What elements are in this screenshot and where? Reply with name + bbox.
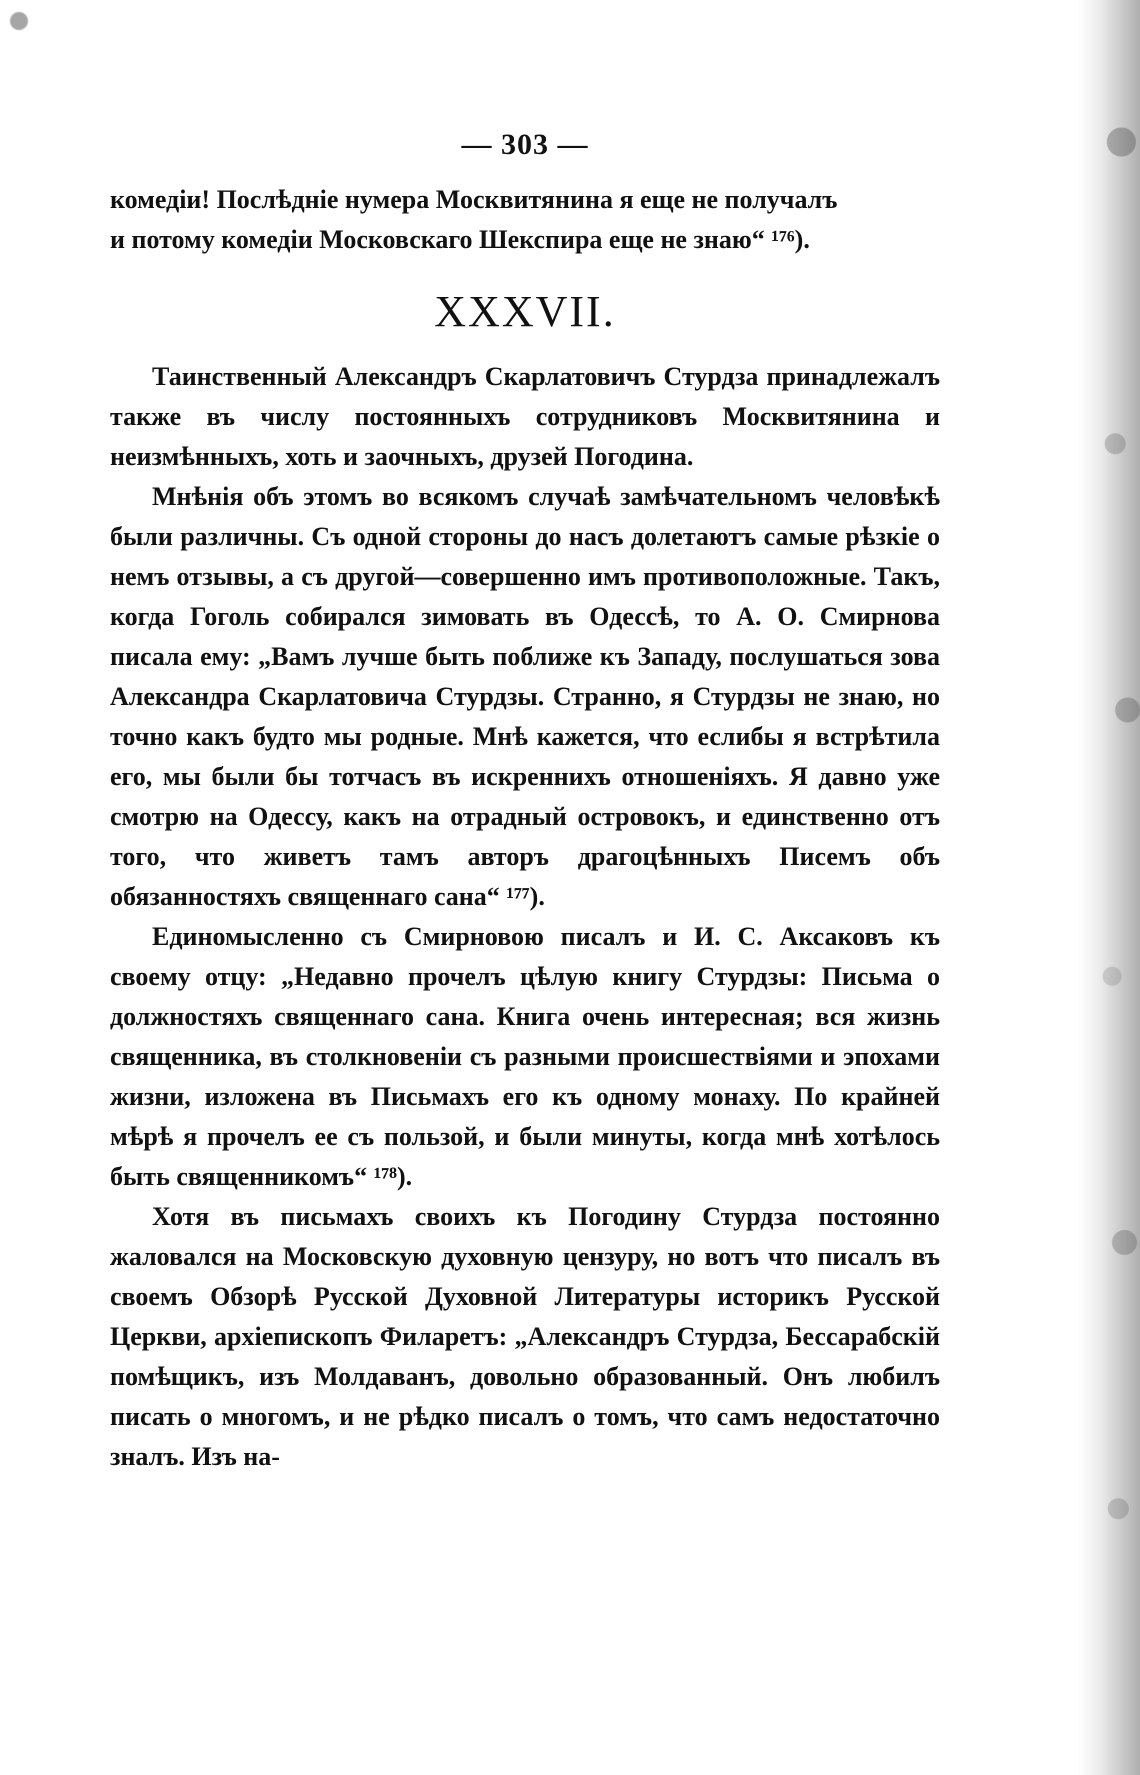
opening-line-1: комедіи! Послѣдніе нумера Москвитянина я еще не получалъ [110, 185, 838, 214]
section-heading: XXXVII. [434, 287, 616, 336]
opening-line-2: и потому комедіи Московскаго Шекспира еще не знаю“ ¹⁷⁶). [110, 225, 810, 254]
scan-speck [10, 12, 28, 30]
paragraph-2: Мнѣнія объ этомъ во всякомъ случаѣ замѣчательномъ человѣкѣ были различны. Съ одной стороны до насъ долетаютъ самые рѣзкіе о немъ отзывы, а съ другой—совершенно имъ противоположные. Такъ, когда Гоголь собирался зимовать въ Одессѣ, то А. О. Смирнова писала ему: „Вамъ лучше быть поближе къ Западу, послушаться зова Александра Скарлатовича Стурдзы. Странно, я Стурдзы не знаю, но точно какъ будто мы родные. Мнѣ кажется, что еслибы я встрѣтила его, мы были бы тотчасъ въ искреннихъ отношеніяхъ. Я давно уже смотрю на Одессу, какъ на отрадный островокъ, и единственно отъ того, что живетъ тамъ авторъ драгоцѣнныхъ Писемъ объ обязанностяхъ священнаго сана“ ¹⁷⁷). [110, 482, 940, 911]
page-number: — 303 — [461, 128, 589, 161]
opening-text [110, 180, 940, 260]
book-page [110, 128, 940, 1477]
scan-edge-noise [1078, 0, 1140, 1775]
paragraph-3: Единомысленно съ Смирновою писалъ и И. С. Аксаковъ къ своему отцу: „Недавно прочелъ цѣлую книгу Стурдзы: Письма о должностяхъ священнаго сана. Книга очень интересная; вся жизнь священника, въ столкновеніи съ разными происшествіями и эпохами жизни, изложена въ Письмахъ его къ одному монаху. По крайней мѣрѣ я прочелъ ее съ пользой, и были минуты, когда мнѣ хотѣлось быть священникомъ“ ¹⁷⁸). [110, 922, 940, 1191]
paragraph-1: Таинственный Александръ Скарлатовичъ Стурдза принадлежалъ также въ числу постоянныхъ сотрудниковъ Москвитянина и неизмѣнныхъ, хоть и заочныхъ, друзей Погодина. [110, 362, 940, 471]
body-text [110, 357, 940, 1477]
paragraph-4: Хотя въ письмахъ своихъ къ Погодину Стурдза постоянно жаловался на Московскую духовную цензуру, но вотъ что писалъ въ своемъ Обзорѣ Русской Духовной Литературы историкъ Русской Церкви, архіепископъ Филаретъ: „Александръ Стурдза, Бессарабскій помѣщикъ, изъ Молдаванъ, довольно образованный. Онъ любилъ писать о многомъ, и не рѣдко писалъ о томъ, что самъ недостаточно зналъ. Изъ на- [110, 1202, 940, 1471]
